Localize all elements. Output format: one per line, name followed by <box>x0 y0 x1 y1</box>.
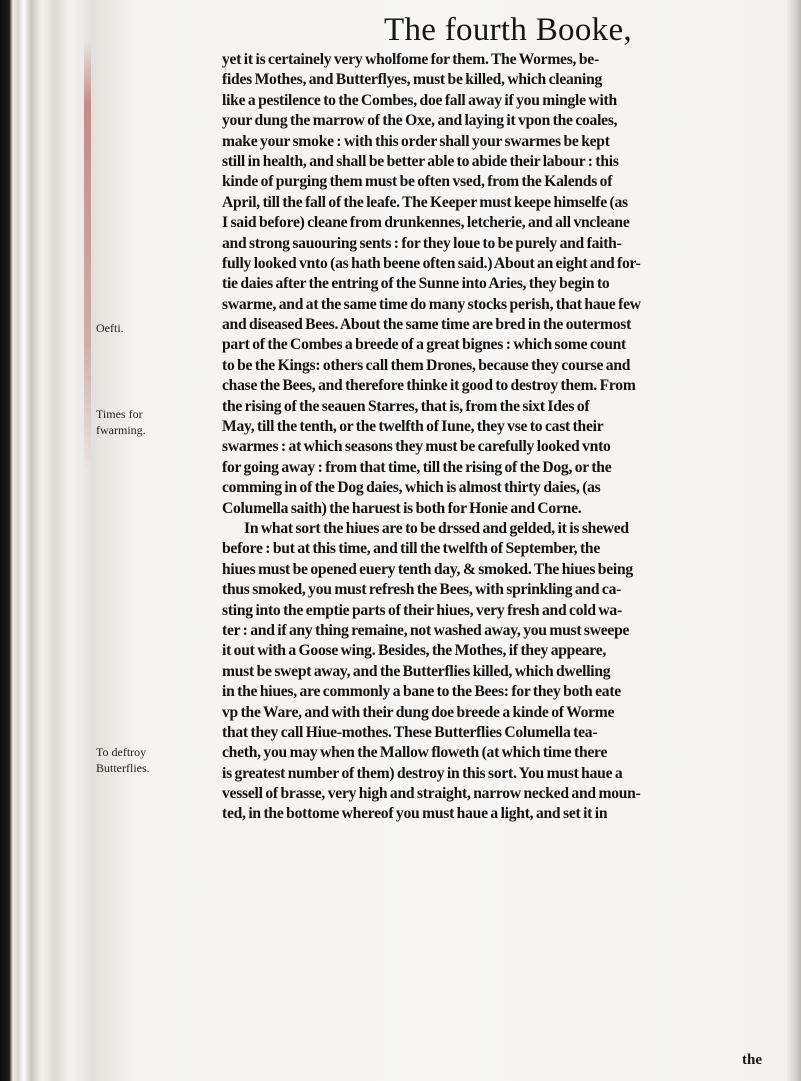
margin-note-oefti: Oefti. <box>96 321 124 335</box>
text-line: Columella saith) the haruest is both for Honie and Corne. <box>222 499 582 517</box>
text-line: thus smoked, you must refresh the Bees, with sprinkling and ca- <box>222 581 622 599</box>
text-line: is greatest number of them) destroy in this sort. You must haue a <box>222 764 623 782</box>
text-line: your dung the marrow of the Oxe, and laying it vpon the coales, <box>222 112 618 130</box>
text-line: yet it is certainely very wholfome for them. The Wormes, be- <box>222 51 599 68</box>
book-binding-edge <box>0 0 92 1081</box>
text-line: the rising of the seauen Starres, that is, from the sixt Ides of <box>222 397 590 415</box>
text-line: swarmes : at which seasons they must be carefully looked vnto <box>222 438 611 456</box>
text-line: ter : and if any thing remaine, not washed away, you must sweepe <box>222 621 630 639</box>
text-line: like a pestilence to the Combes, doe fall away if you mingle with <box>222 91 617 109</box>
text-line: hiues must be opened euery tenth day, & smoked. The hiues being <box>222 560 633 578</box>
text-line: and diseased Bees. About the same time are bred in the outermost <box>222 316 632 334</box>
text-line: that they call Hiue-mothes. These Butterflies Columella tea- <box>222 723 598 741</box>
text-line: to be the Kings: others call them Drones, because they course and <box>222 356 631 374</box>
text-line: still in health, and shall be better able to abide their labour : this <box>222 152 619 170</box>
text-line: swarme, and at the same time do many stocks perish, that haue few <box>222 295 641 313</box>
text-line: and strong sauouring sents : for they loue to be purely and faith- <box>222 234 622 252</box>
running-header: The fourth Booke, <box>384 12 632 48</box>
text-line: comming in of the Dog daies, which is almost thirty daies, (as <box>222 479 601 497</box>
margin-note-butterflies: Butterflies. <box>96 761 150 775</box>
margin-note-to-destroy: To deftroy <box>96 745 147 759</box>
body-text <box>222 50 774 825</box>
text-line: In what sort the hiues are to be drssed and gelded, it is shewed <box>244 519 629 537</box>
text-line: before : but at this time, and till the twelfth of September, the <box>222 540 601 558</box>
text-line: I said before) cleane from drunkennes, letcherie, and all vncleane <box>222 214 630 232</box>
text-line: make your smoke : with this order shall your swarmes be kept <box>222 132 610 150</box>
text-line: tie daies after the entring of the Sunne into Aries, they begin to <box>222 275 610 293</box>
page-right-edge <box>787 0 801 1081</box>
text-line: May, till the tenth, or the twelfth of Iune, they vse to cast their <box>222 418 604 436</box>
binding-stain <box>84 40 91 470</box>
text-line: cheth, you may when the Mallow floweth (at which time there <box>222 744 608 762</box>
text-line: fides Mothes, and Butterflyes, must be killed, which cleaning <box>222 71 603 89</box>
text-line: must be swept away, and the Butterflies killed, which dwelling <box>222 662 611 680</box>
margin-note-swarming: fwarming. <box>96 423 146 437</box>
catchword: the <box>742 1052 762 1068</box>
text-line: vp the Ware, and with their dung doe breede a kinde of Worme <box>222 703 615 721</box>
text-line: April, till the fall of the leafe. The Keeper must keepe himselfe (as <box>222 193 628 211</box>
text-line: vessell of brasse, very high and straight, narrow necked and moun- <box>222 785 641 803</box>
text-line: for going away : from that time, till the rising of the Dog, or the <box>222 458 612 476</box>
margin-note-times-for: Times for <box>96 407 143 421</box>
text-line: kinde of purging them must be often vsed, from the Kalends of <box>222 173 613 191</box>
text-line: in the hiues, are commonly a bane to the Bees: for they both eate <box>222 683 621 701</box>
text-line: fully looked vnto (as hath beene often said.) About an eight and for- <box>222 254 641 272</box>
text-line: it out with a Goose wing. Besides, the Mothes, if they appeare, <box>222 642 607 660</box>
text-line: chase the Bees, and therefore thinke it good to destroy them. From <box>222 377 636 395</box>
text-line: part of the Combes a breede of a great bignes : which some count <box>222 336 626 354</box>
text-line: sting into the emptie parts of their hiues, very fresh and cold wa- <box>222 601 622 619</box>
text-line: ted, in the bottome whereof you must haue a light, and set it in <box>222 805 608 823</box>
